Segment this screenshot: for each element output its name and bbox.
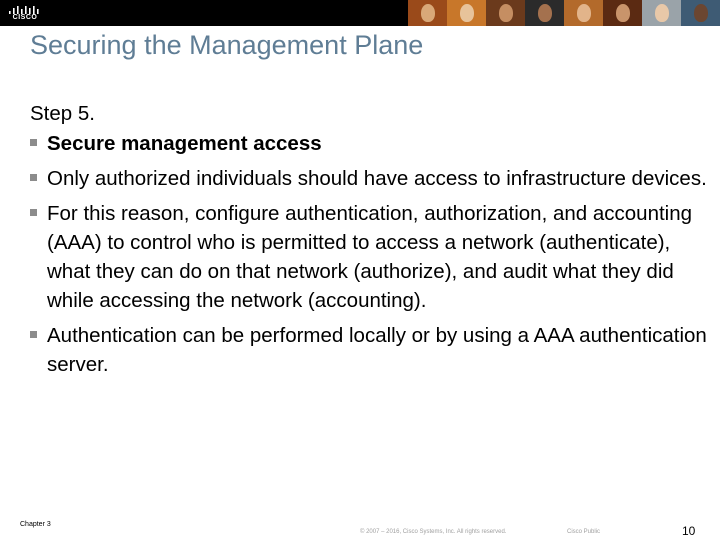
header-photo-strip	[408, 0, 720, 26]
bullet-text: Only authorized individuals should have access to infrastructure devices.	[47, 167, 707, 190]
page-number: 10	[682, 524, 696, 538]
step-label: Step 5.	[30, 102, 95, 125]
logo-text: CISCO	[12, 14, 38, 21]
header-photo	[447, 0, 486, 26]
header-photo	[525, 0, 564, 26]
footer-copyright: © 2007 – 2016, Cisco Systems, Inc. All rights reserved.	[360, 529, 507, 535]
header-photo	[642, 0, 681, 26]
header-photo	[681, 0, 720, 26]
bullet-item	[30, 164, 710, 193]
slide-body	[30, 99, 710, 385]
bullet-item	[30, 199, 710, 315]
footer-chapter: Chapter 3	[20, 521, 51, 528]
square-bullet-icon	[30, 331, 37, 338]
bullet-text: For this reason, configure authentication, authorization, and accounting (AAA) to control who is permitted to access a network (authenticate), what they can do on that network (authorize), and audit what they did while accessing the network (accounting).	[47, 202, 693, 312]
footer-classification: Cisco Public	[567, 529, 601, 535]
bullet-list	[30, 129, 710, 379]
square-bullet-icon	[30, 139, 37, 146]
square-bullet-icon	[30, 174, 37, 181]
header-photo	[564, 0, 603, 26]
bullet-item	[30, 129, 710, 158]
header-photo	[408, 0, 447, 26]
header-photo	[603, 0, 642, 26]
bullet-item	[30, 321, 710, 379]
cisco-logo	[8, 3, 42, 23]
bullet-text: Secure management access	[47, 132, 322, 155]
header-bar	[0, 0, 720, 26]
slide-title: Securing the Management Plane	[30, 30, 424, 60]
square-bullet-icon	[30, 209, 37, 216]
header-photo	[486, 0, 525, 26]
bullet-text: Authentication can be performed locally or by using a AAA authentication server.	[47, 324, 707, 376]
